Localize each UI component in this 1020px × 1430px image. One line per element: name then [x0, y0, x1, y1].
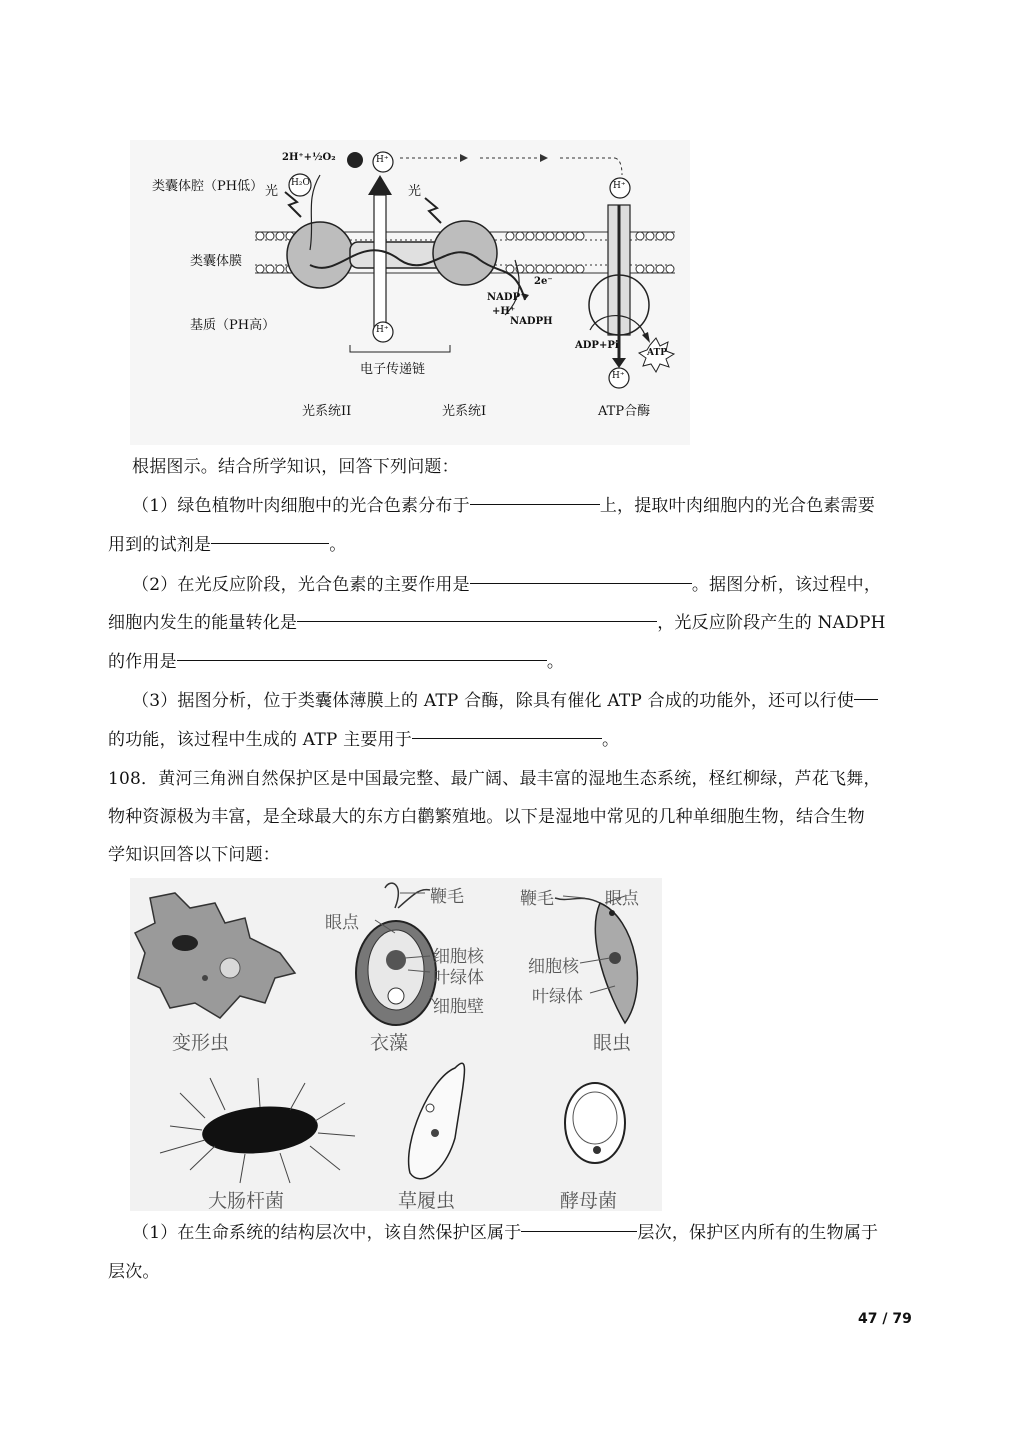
chlamydomonas-label: 衣藻	[370, 1032, 409, 1054]
q108-line1: 108．黄河三角洲自然保护区是中国最完整、最广阔、最丰富的湿地生态系统，柽红柳绿，芦花飞舞，	[108, 769, 881, 789]
answer-blank[interactable]	[211, 542, 329, 544]
photosystem-2	[287, 222, 353, 288]
page-number: 47 / 79	[858, 1311, 912, 1327]
ps1-label: 光系统I	[442, 404, 487, 419]
h-plus-stroma: H⁺	[376, 325, 389, 335]
two-electron-label: 2e⁻	[534, 276, 553, 287]
organisms-figure	[130, 878, 662, 1211]
nadp-label: NADP⁺	[487, 292, 526, 303]
q108-line3: 学知识回答以下问题：	[108, 845, 280, 865]
atp-synthase-label: ATP合酶	[598, 404, 651, 419]
q108-part1-line1: （1）在生命系统的结构层次中，该自然保护区属于 层次，保护区内所有的生物属于	[132, 1223, 879, 1243]
answer-blank[interactable]	[412, 737, 602, 739]
plus-h-label: +H⁺	[492, 306, 516, 317]
q108-line2: 物种资源极为丰富，是全球最大的东方白鹳繁殖地。以下是湿地中常见的几种单细胞生物，结合生物	[108, 807, 865, 827]
amoeba-drawing	[135, 893, 295, 1018]
answer-blank[interactable]	[177, 659, 547, 661]
nucleus-label-1: 细胞核	[433, 947, 484, 967]
amoeba-label: 变形虫	[172, 1032, 230, 1054]
answer-blank[interactable]	[470, 582, 692, 584]
h-plus-bottom: H⁺	[612, 371, 625, 381]
chloroplast-label-2: 叶绿体	[532, 987, 583, 1007]
chloroplast-label-1: 叶绿体	[433, 968, 484, 988]
proton-channel	[374, 195, 386, 330]
q107-intro: 根据图示。结合所学知识，回答下列问题：	[132, 457, 459, 477]
atp-label: ATP	[647, 348, 667, 358]
answer-blank[interactable]	[470, 503, 600, 505]
ps2-label: 光系统II	[302, 404, 352, 419]
q107-part2-line3: 的作用是 。	[108, 652, 565, 672]
lumen-label: 类囊体腔（PH低）	[152, 179, 264, 194]
oxygen-label: 2H⁺+½O₂	[282, 152, 336, 163]
chlamydomonas-drawing	[356, 883, 436, 1025]
q107-part2-line2: 细胞内发生的能量转化是 ，光反应阶段产生的 NADPH	[108, 613, 886, 633]
q107-part1-line1: （1）绿色植物叶肉细胞中的光合色素分布于 上，提取叶肉细胞内的光合色素需要	[132, 496, 876, 516]
flagellum-label-2: 鞭毛	[520, 889, 554, 909]
water-label: H₂O	[291, 178, 310, 188]
answer-blank[interactable]	[297, 620, 657, 622]
h-plus-synthase: H⁺	[613, 181, 626, 191]
etc-label: 电子传递链	[360, 362, 426, 377]
light-label-1: 光	[265, 184, 279, 199]
ecoli-label: 大肠杆菌	[208, 1190, 285, 1212]
ecoli-drawing	[160, 1078, 355, 1183]
light-label-2: 光	[408, 184, 422, 199]
eyespot-label-2: 眼点	[605, 889, 639, 909]
q108-part1-line2: 层次。	[108, 1262, 160, 1282]
cellwall-label: 细胞壁	[433, 997, 484, 1017]
thylakoid-figure	[130, 140, 690, 445]
paramecium-drawing	[409, 1063, 465, 1179]
answer-blank[interactable]	[521, 1230, 637, 1232]
q107-part2-line1: （2）在光反应阶段，光合色素的主要作用是 。据图分析，该过程中，	[132, 575, 882, 595]
q107-part3-line2: 的功能，该过程中生成的 ATP 主要用于 。	[108, 730, 620, 750]
euglena-label: 眼虫	[593, 1032, 632, 1054]
adp-pi-label: ADP+Pi	[575, 340, 619, 351]
eyespot-label-1: 眼点	[325, 913, 359, 933]
h-plus-top: H⁺	[376, 155, 389, 165]
stroma-label: 基质（PH高）	[190, 318, 276, 333]
q107-part3-line1: （3）据图分析，位于类囊体薄膜上的 ATP 合酶，除具有催化 ATP 合成的功能外，还可以行使	[132, 682, 878, 720]
answer-blank[interactable]	[854, 698, 878, 700]
yeast-label: 酵母菌	[560, 1190, 618, 1212]
nadph-label: NADPH	[510, 316, 553, 327]
membrane-label: 类囊体膜	[190, 254, 243, 269]
nucleus-label-2: 细胞核	[528, 957, 579, 977]
flagellum-label-1: 鞭毛	[430, 887, 464, 907]
paramecium-label: 草履虫	[398, 1190, 456, 1212]
yeast-drawing	[565, 1083, 625, 1163]
q107-part1-line2: 用到的试剂是 。	[108, 535, 347, 555]
